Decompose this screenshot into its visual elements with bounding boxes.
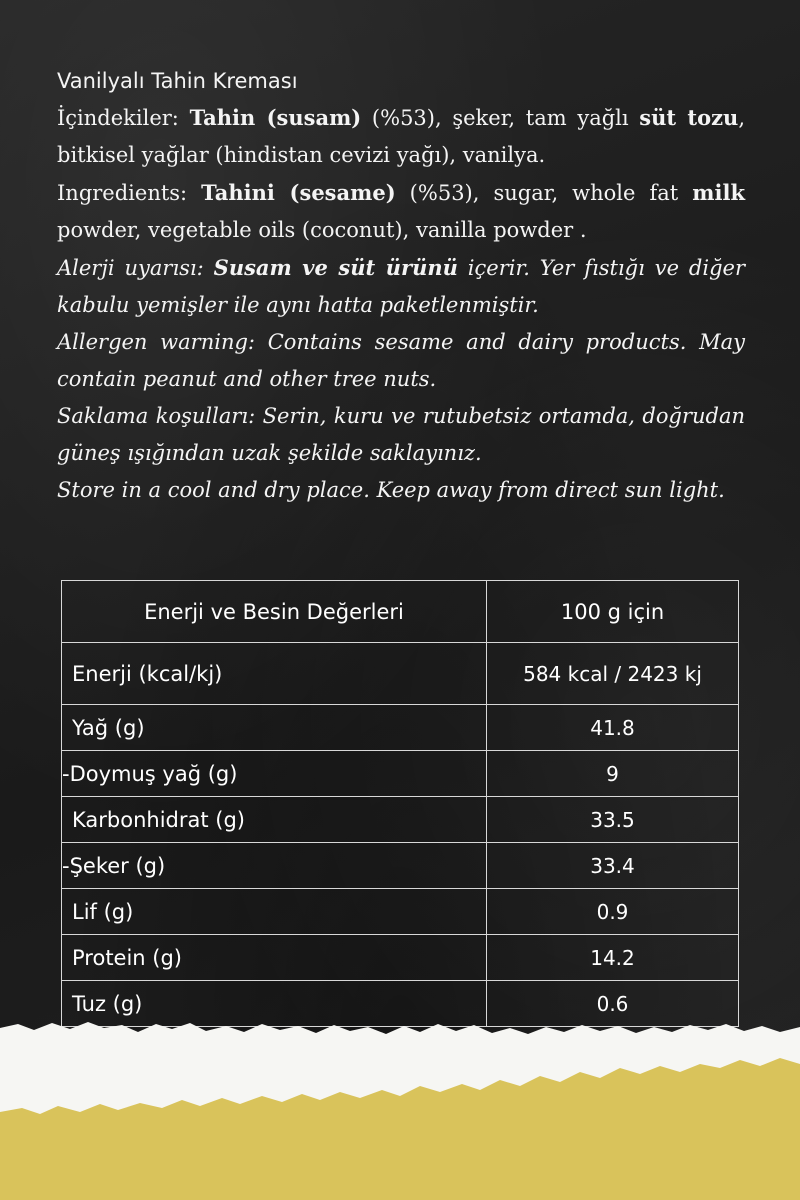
nutrient-value: 584 kcal / 2423 kj xyxy=(487,643,739,705)
allergen-tr: Alerji uyarısı: Susam ve süt ürünü içerir. Yer fıstığı ve diğer kabulu yemişler ile aynı hatta paketlenmiştir. xyxy=(57,255,745,317)
nutrient-label: Protein (g) xyxy=(62,935,487,981)
nutrition-header-row xyxy=(62,581,739,643)
nutrient-label: -Doymuş yağ (g) xyxy=(62,751,487,797)
product-text xyxy=(57,66,745,509)
nutrient-value: 9 xyxy=(487,751,739,797)
nutrient-label: Karbonhidrat (g) xyxy=(62,797,487,843)
table-row xyxy=(62,843,739,889)
nutrient-value: 0.9 xyxy=(487,889,739,935)
ingredients-en: Ingredients: Tahini (sesame) (%53), sugar, whole fat milk powder, vegetable oils (coconut), vanilla powder . xyxy=(57,180,745,242)
storage-en: Store in a cool and dry place. Keep away from direct sun light. xyxy=(57,478,725,502)
nutrient-label: Lif (g) xyxy=(62,889,487,935)
product-title: Vanilyalı Tahin Kreması xyxy=(57,69,298,93)
nutrition-header-value: 100 g için xyxy=(487,581,739,643)
nutrient-value: 0.6 xyxy=(487,981,739,1027)
storage-tr: Saklama koşulları: Serin, kuru ve rutubetsiz ortamda, doğrudan güneş ışığından uzak şekilde saklayınız. xyxy=(57,404,745,465)
nutrition-header-label: Enerji ve Besin Değerleri xyxy=(62,581,487,643)
nutrient-value: 33.4 xyxy=(487,843,739,889)
nutrient-value: 14.2 xyxy=(487,935,739,981)
nutrient-value: 41.8 xyxy=(487,705,739,751)
nutrition-table xyxy=(61,580,739,1027)
table-row xyxy=(62,889,739,935)
nutrient-label: -Şeker (g) xyxy=(62,843,487,889)
table-row xyxy=(62,705,739,751)
table-row xyxy=(62,643,739,705)
table-row xyxy=(62,797,739,843)
table-row xyxy=(62,935,739,981)
nutrient-value: 33.5 xyxy=(487,797,739,843)
table-row xyxy=(62,751,739,797)
torn-paper-edge xyxy=(0,1020,800,1200)
ingredients-tr: İçindekiler: Tahin (susam) (%53), şeker, tam yağlı süt tozu, bitkisel yağlar (hindistan cevizi yağı), vanilya. xyxy=(57,105,745,167)
nutrient-label: Enerji (kcal/kj) xyxy=(62,643,487,705)
allergen-en: Allergen warning: Contains sesame and dairy products. May contain peanut and other tree nuts. xyxy=(57,330,745,391)
nutrient-label: Tuz (g) xyxy=(62,981,487,1027)
nutrient-label: Yağ (g) xyxy=(62,705,487,751)
